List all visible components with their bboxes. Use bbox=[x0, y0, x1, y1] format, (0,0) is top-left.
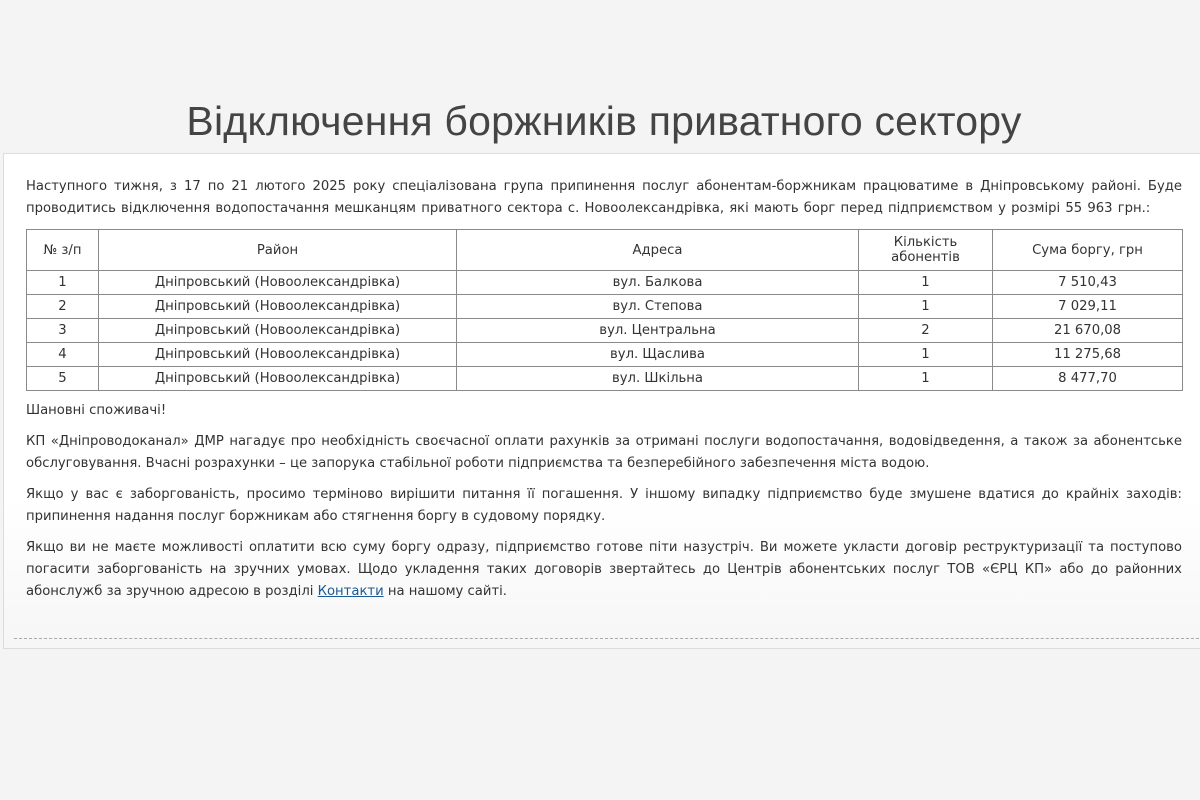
cell-no: 3 bbox=[27, 319, 99, 343]
table-row bbox=[27, 343, 1183, 367]
greeting: Шановні споживачі! bbox=[26, 403, 167, 418]
article-content bbox=[26, 176, 1182, 612]
header-district: Район bbox=[99, 230, 457, 271]
cell-sum: 8 477,70 bbox=[993, 367, 1183, 391]
header-sum: Сума боргу, грн bbox=[993, 230, 1183, 271]
dashed-divider bbox=[14, 638, 1200, 639]
header-address: Адреса bbox=[457, 230, 859, 271]
restructuring-paragraph bbox=[26, 537, 1182, 603]
header-count: Кількість абонентів bbox=[859, 230, 993, 271]
cell-sum: 21 670,08 bbox=[993, 319, 1183, 343]
table-header-row bbox=[27, 230, 1183, 271]
debtors-table bbox=[26, 229, 1183, 391]
table-row bbox=[27, 367, 1183, 391]
contacts-link[interactable]: Контакти bbox=[317, 584, 384, 599]
table-row bbox=[27, 295, 1183, 319]
cell-district: Дніпровський (Новоолександрівка) bbox=[99, 295, 457, 319]
cell-count: 2 bbox=[859, 319, 993, 343]
page-title: Відключення боржників приватного сектору bbox=[186, 98, 1022, 144]
cell-no: 1 bbox=[27, 271, 99, 295]
cell-no: 4 bbox=[27, 343, 99, 367]
cell-sum: 7 029,11 bbox=[993, 295, 1183, 319]
cell-no: 2 bbox=[27, 295, 99, 319]
cell-district: Дніпровський (Новоолександрівка) bbox=[99, 343, 457, 367]
cell-count: 1 bbox=[859, 343, 993, 367]
cell-district: Дніпровський (Новоолександрівка) bbox=[99, 367, 457, 391]
cell-address: вул. Степова bbox=[457, 295, 859, 319]
table-row bbox=[27, 319, 1183, 343]
cell-district: Дніпровський (Новоолександрівка) bbox=[99, 319, 457, 343]
cell-address: вул. Балкова bbox=[457, 271, 859, 295]
cell-address: вул. Шкільна bbox=[457, 367, 859, 391]
table-row bbox=[27, 271, 1183, 295]
restructuring-text: Якщо ви не маєте можливості оплатити всю суму боргу одразу, підприємство готове піти назустріч. Ви можете укласти договір реструктуризації та поступово погасити заборгованість на зручних умовах. Щодо укладення таких договорів звертайтесь до Центрів абонентських послуг ТОВ «ЄРЦ КП» або до районних абонслужб за зручною адресою в розділі bbox=[26, 540, 1182, 599]
cell-sum: 11 275,68 bbox=[993, 343, 1183, 367]
cell-sum: 7 510,43 bbox=[993, 271, 1183, 295]
article-card bbox=[3, 153, 1200, 649]
cell-address: вул. Центральна bbox=[457, 319, 859, 343]
cell-district: Дніпровський (Новоолександрівка) bbox=[99, 271, 457, 295]
cell-count: 1 bbox=[859, 367, 993, 391]
header-no: № з/п bbox=[27, 230, 99, 271]
intro-paragraph: Наступного тижня, з 17 по 21 лютого 2025 року спеціалізована група припинення послуг абонентам-боржникам працюватиме в Дніпровському районі. Буде проводитись відключення водопостачання мешканцям приватного сектора с. Новоолександрівка, які мають борг перед підприємством у розмірі 55 963 грн.: bbox=[26, 179, 1182, 216]
restructuring-text-end: на нашому сайті. bbox=[383, 584, 507, 599]
cell-count: 1 bbox=[859, 295, 993, 319]
cell-count: 1 bbox=[859, 271, 993, 295]
cell-address: вул. Щаслива bbox=[457, 343, 859, 367]
cell-no: 5 bbox=[27, 367, 99, 391]
reminder-paragraph: КП «Дніпроводоканал» ДМР нагадує про необхідність своєчасної оплати рахунків за отримані послуги водопостачання, водовідведення, а також за абонентське обслуговування. Вчасні розрахунки – це запорука стабільної роботи підприємства та безперебійного забезпечення міста водою. bbox=[26, 434, 1182, 471]
debt-warning-paragraph: Якщо у вас є заборгованість, просимо терміново вирішити питання її погашення. У іншому випадку підприємство буде змушене вдатися до крайніх заходів: припинення надання послуг боржникам або стягнення боргу в судовому порядку. bbox=[26, 487, 1182, 524]
